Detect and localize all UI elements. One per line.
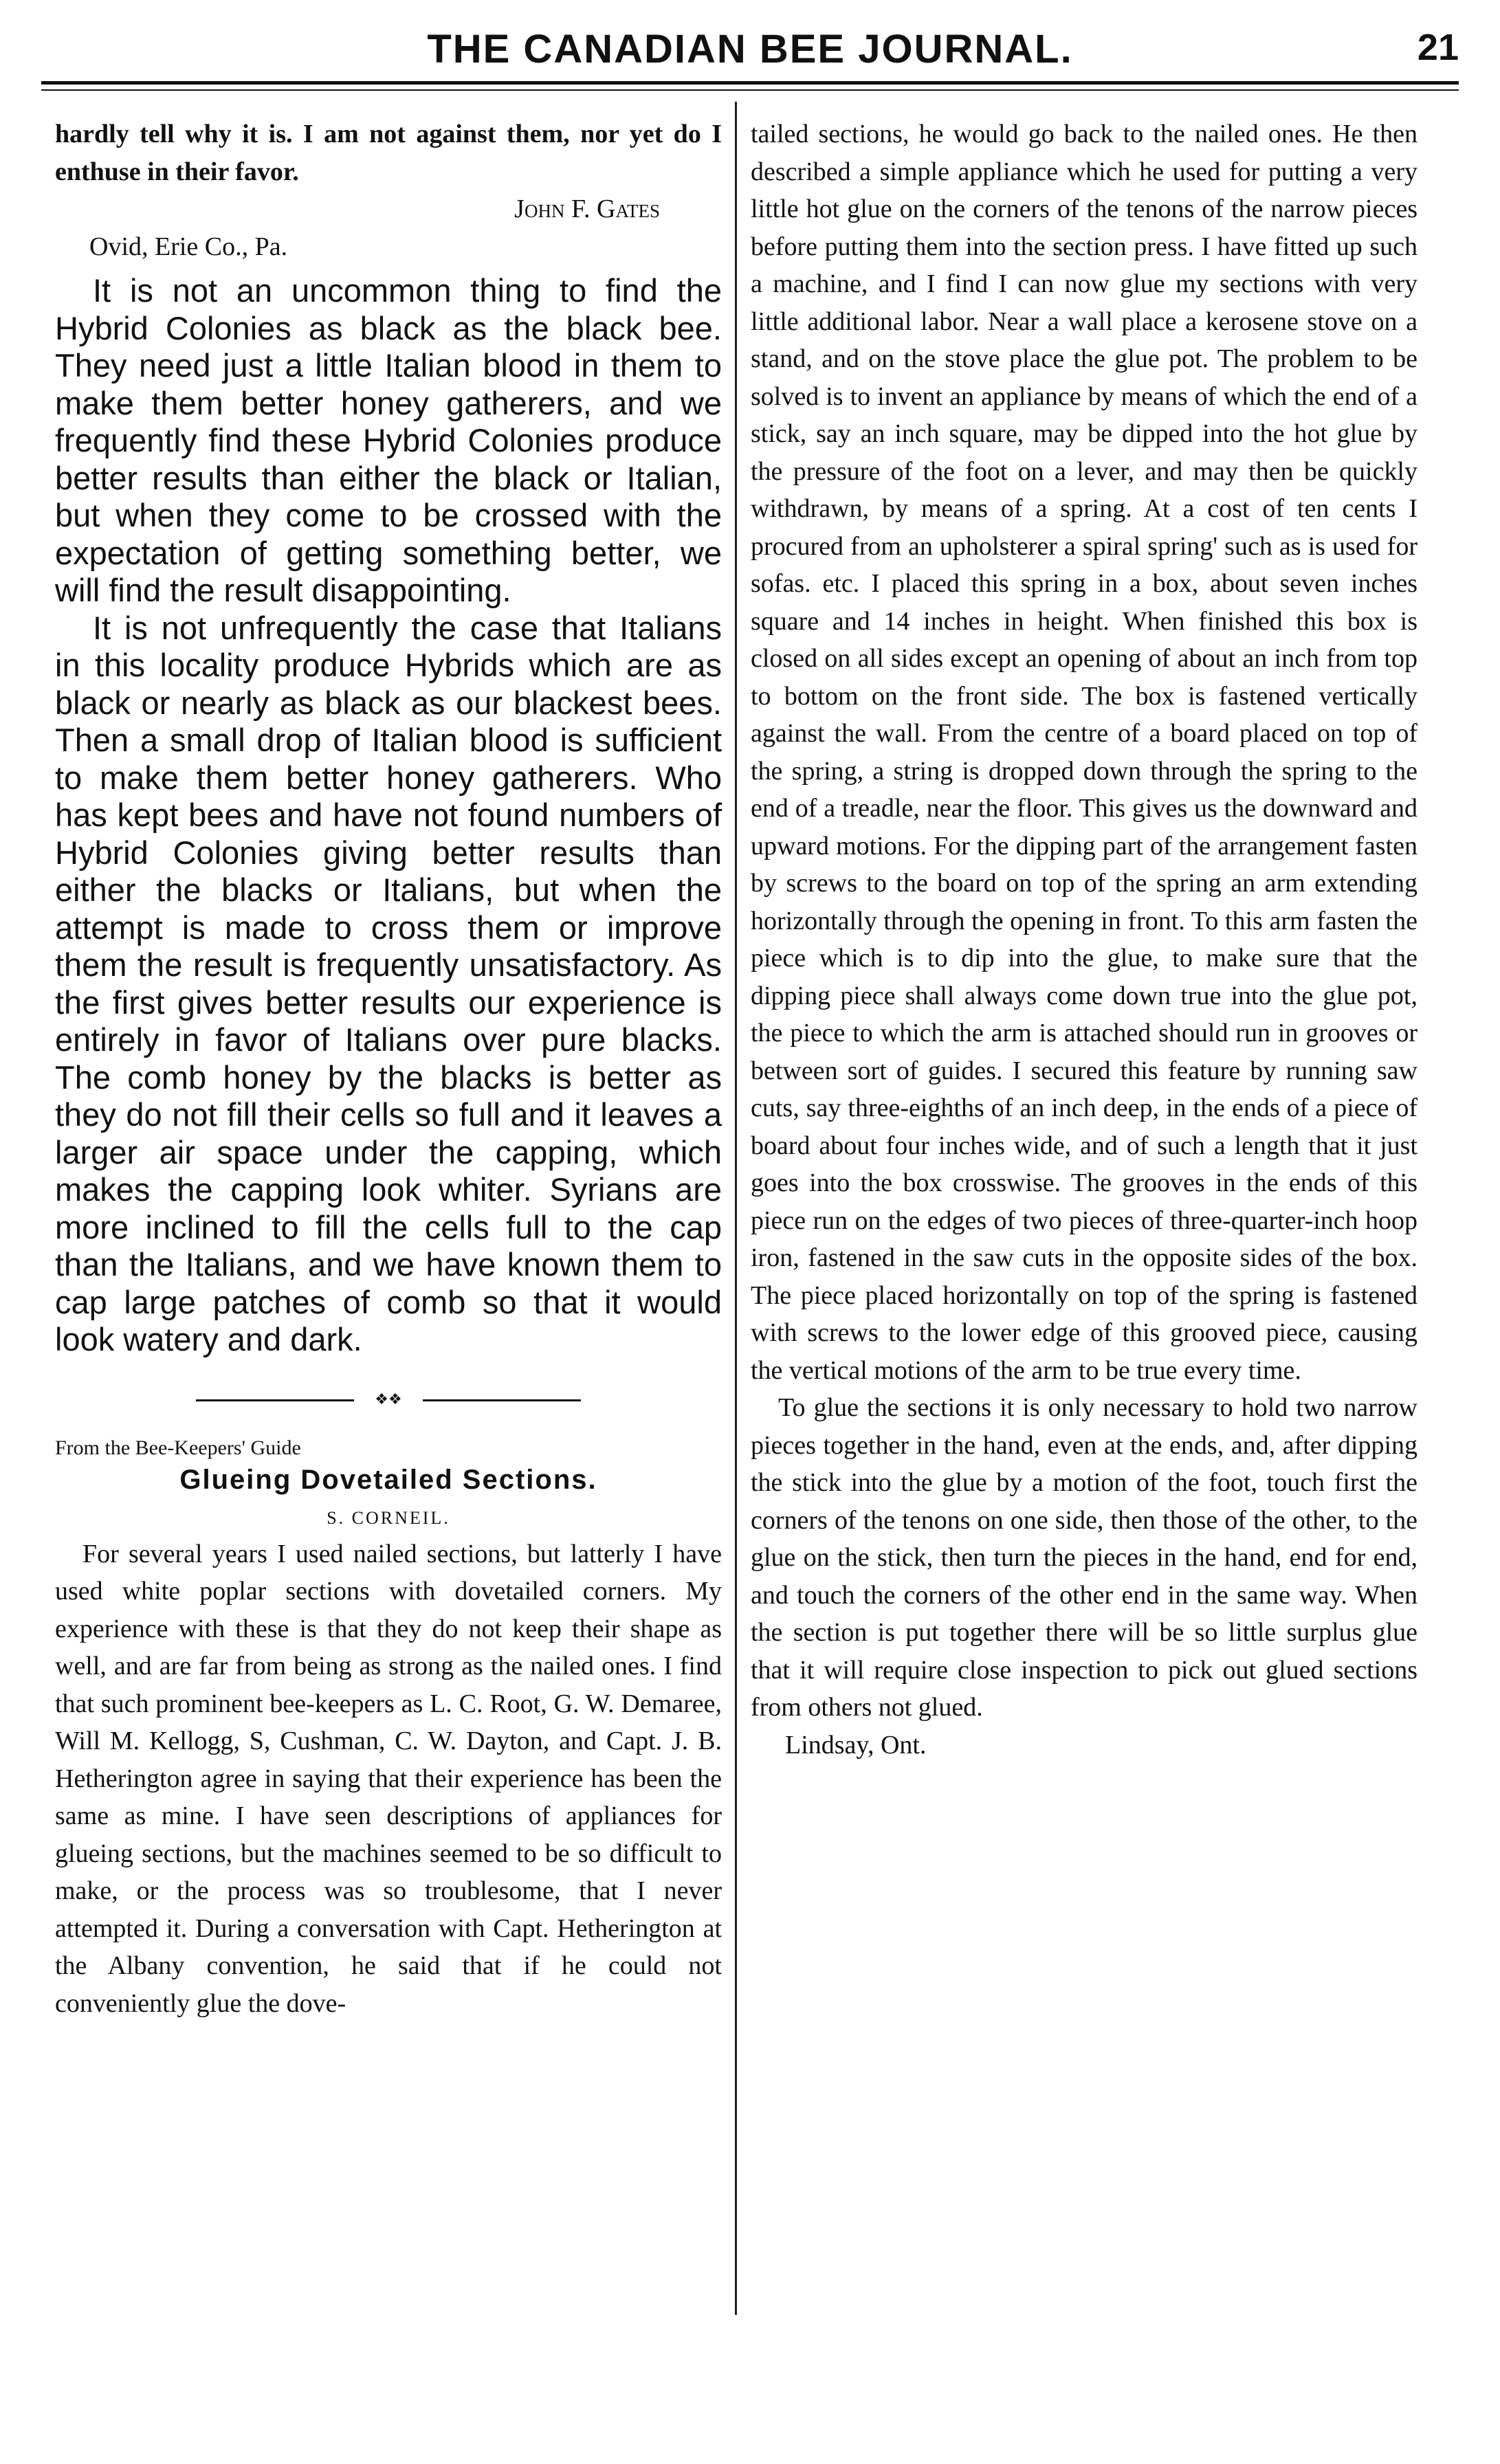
page-number: 21 [1417,27,1459,68]
letter-signature: John F. Gates [514,195,660,223]
header-rule-thick [41,81,1459,85]
right-column [751,115,1418,1764]
header-rule-thin [41,89,1459,91]
page-header [41,26,1459,81]
editorial-paragraph: It is not an uncommon thing to find the Hybrid Colonies as black as the black bee. They need just a little Italian blood in them to make them better honey gatherers, and we frequently find these Hybrid Colonies produce better results than either the black or Italian, but when they come to be crossed with the expectation of getting something better, we will find the result disappointing. [55,272,722,608]
left-column [55,115,722,2022]
article-paragraph: tailed sections, he would go back to the nailed ones. He then described a simple appliance which he used for putting a very little hot glue on the corners of the tenons of the narrow pieces before putting them into the section press. I have fitted up such a machine, and I find I can now glue my sections with very little additional labor. Near a wall place a kerosene stove on a stand, and on the stove place the glue pot. The problem to be solved is to invent an appliance by means of which the end of a stick, say an inch square, may be dipped into the hot glue by the pressure of the foot on a lever, and may then be quickly withdrawn, by means of a spring. At a cost of ten cents I procured from an upholsterer a spiral spring' such as is used for sofas. etc. I placed this spring in a box, about seven inches square and 14 inches in height. When finished this box is closed on all sides except an opening of about an inch from top to bottom on the front side. The box is fastened vertically against the wall. From the centre of a board placed on top of the spring, a string is dropped down through the spring to the end of a treadle, near the floor. This gives us the downward and upward motions. For the dipping part of the arrangement fasten by screws to the board on top of the spring an arm extending horizontally through the opening in front. To this arm fasten the piece which is to dip into the glue, to make sure that the dipping piece shall always come down true into the glue pot, the piece to which the arm is attached should run in grooves or between sort of guides. I secured this feature by running saw cuts, say three-eighths of an inch deep, in the ends of a piece of board about four inches wide, and of such a length that it just goes into the box crosswise. The grooves in the ends of this piece run on the edges of two pieces of three-quarter-inch hoop iron, fastened in the saw cuts in the opposite sides of the box. The piece placed horizontally on top of the spring is fastened with screws to the lower edge of this grooved piece, causing the vertical motions of the arm to be true every time. [751,120,1418,1385]
section-ornament: ❖❖ [196,1393,581,1407]
editorial-paragraph: It is not unfrequently the case that Italians in this locality produce Hybrids which are as black or nearly as black as our blackest bees. Then a small drop of Italian blood is sufficient to make them better honey gatherers. Who has kept bees and have not found numbers of Hybrid Colonies giving better results than either the blacks or Italians, but when the attempt is made to cross them or improve them the result is frequently unsatisfactory. As the first gives better results our experience is entirely in favor of Italians over pure blacks. The comb honey by the blacks is better as they do not fill their cells so full and it leaves a larger air space under the capping, which makes the capping look whiter. Syrians are more inclined to fill the cells full to the cap than the Italians, and we have known them to cap large patches of comb so that it would look watery and dark. [55,609,722,1357]
journal-title: THE CANADIAN BEE JOURNAL. [427,27,1073,71]
article-paragraph: For several years I used nailed sections, but latterly I have used white poplar sections with dovetailed corners. My experience with these is that they do not keep their shape as well, and are far from being as strong as the nailed ones. I find that such prominent bee-keepers as L. C. Root, G. W. Demaree, Will M. Kellogg, S, Cushman, C. W. Dayton, and Capt. J. B. Hetherington agree in saying that their experience has been the same as mine. I have seen descriptions of appliances for glueing sections, but the machines seemed to be so difficult to make, or the process was so troublesome, that I never attempted it. During a conversation with Capt. Hetherington at the Albany convention, he said that if he could not conveniently glue the dove- [55,1539,722,2018]
article-source: From the Bee-Keepers' Guide [55,1436,301,1459]
article-paragraph: To glue the sections it is only necessary to hold two narrow pieces together in the hand, even at the ends, and, after dipping the stick into the glue by a motion of the foot, touch first the corners of the tenons on one side, then those of the other, to the glue on the stick, then turn the pieces in the hand, end for end, and touch the corners of the other end in the same way. When the section is put together there will be so little surplus glue that it will require close inspection to pick out glued sections from others not glued. [751,1393,1418,1722]
editorial-note [55,272,722,1359]
column-divider [735,102,737,2315]
article-closing-location: Lindsay, Ont. [785,1730,927,1760]
article-title: Glueing Dovetailed Sections. [179,1464,597,1495]
letter-location: Ovid, Erie Co., Pa. [89,232,288,261]
letter-closing-text: hardly tell why it is. I am not against them, nor yet do I enthuse in their favor. [55,120,722,186]
article-author: S. CORNEIL. [327,1507,450,1528]
